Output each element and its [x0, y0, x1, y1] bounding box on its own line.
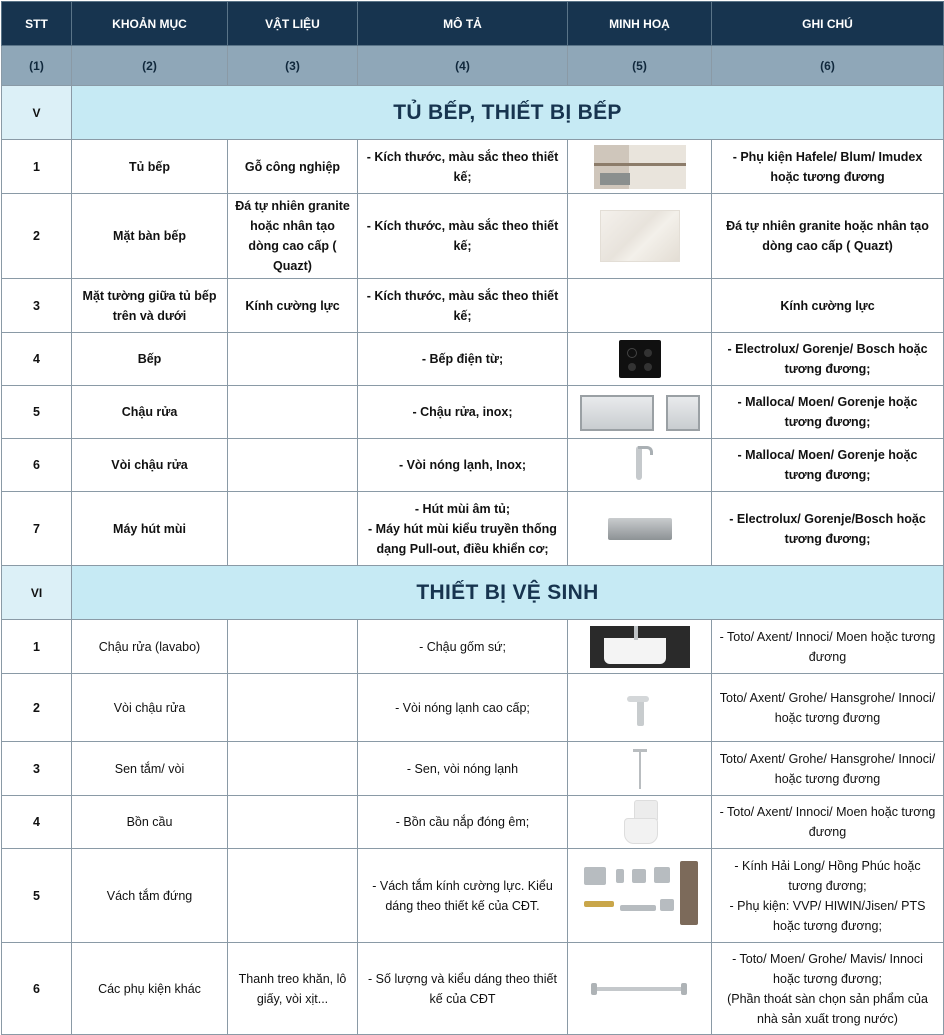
row-item-name: Sen tắm/ vòi	[72, 742, 228, 796]
shower-partition-parts-image	[580, 861, 700, 931]
row-stt: 3	[2, 279, 72, 333]
row-material	[228, 386, 358, 439]
section-v-row	[2, 86, 944, 140]
row-description: - Sen, vòi nóng lạnh	[358, 742, 568, 796]
row-material	[228, 849, 358, 943]
row-stt: 7	[2, 492, 72, 566]
row-description: - Vòi nóng lạnh, Inox;	[358, 439, 568, 492]
row-item-name: Tủ bếp	[72, 140, 228, 194]
steel-sink-image	[580, 395, 700, 429]
col-number-2: (2)	[72, 46, 228, 86]
row-image-cell	[568, 140, 712, 194]
table-row	[2, 194, 944, 279]
row-description: - Hút mùi âm tủ; - Máy hút mùi kiểu truyền thống dạng Pull-out, điều khiển cơ;	[358, 492, 568, 566]
header-ghi-chu: GHI CHÚ	[712, 2, 944, 46]
row-description: - Chậu rửa, inox;	[358, 386, 568, 439]
row-stt: 5	[2, 386, 72, 439]
table-row	[2, 943, 944, 1035]
row-stt: 2	[2, 674, 72, 742]
header-row	[2, 2, 944, 46]
section-vi-title: THIẾT BỊ VỆ SINH	[72, 566, 944, 620]
table-row	[2, 674, 944, 742]
row-image-cell	[568, 943, 712, 1035]
col-number-1: (1)	[2, 46, 72, 86]
row-stt: 4	[2, 333, 72, 386]
row-note: - Kính Hải Long/ Hồng Phúc hoặc tương đương; - Phụ kiện: VVP/ HIWIN/Jisen/ PTS hoặc tương đương;	[712, 849, 944, 943]
row-item-name: Các phụ kiện khác	[72, 943, 228, 1035]
section-vi-row	[2, 566, 944, 620]
table-row	[2, 279, 944, 333]
row-material	[228, 620, 358, 674]
basin-tap-image	[625, 688, 655, 728]
row-description: - Bếp điện từ;	[358, 333, 568, 386]
row-item-name: Vòi chậu rửa	[72, 674, 228, 742]
row-image-cell	[568, 386, 712, 439]
row-image-cell	[568, 796, 712, 849]
row-description: - Kích thước, màu sắc theo thiết kế;	[358, 279, 568, 333]
row-stt: 4	[2, 796, 72, 849]
row-note: - Electrolux/ Gorenje/Bosch hoặc tương đương;	[712, 492, 944, 566]
shower-image	[629, 747, 651, 791]
row-item-name: Bếp	[72, 333, 228, 386]
row-material: Kính cường lực	[228, 279, 358, 333]
row-item-name: Mặt bàn bếp	[72, 194, 228, 279]
row-stt: 6	[2, 439, 72, 492]
column-number-row	[2, 46, 944, 86]
range-hood-image	[608, 518, 672, 540]
row-note: - Electrolux/ Gorenje/ Bosch hoặc tương đương;	[712, 333, 944, 386]
row-image-cell	[568, 492, 712, 566]
row-description: - Kích thước, màu sắc theo thiết kế;	[358, 140, 568, 194]
table-row	[2, 439, 944, 492]
row-image-cell	[568, 674, 712, 742]
row-note: - Malloca/ Moen/ Gorenje hoặc tương đương;	[712, 386, 944, 439]
header-khoan-muc: KHOẢN MỤC	[72, 2, 228, 46]
kitchen-cabinet-image	[594, 145, 686, 189]
row-description: - Vách tắm kính cường lực. Kiểu dáng theo thiết kế của CĐT.	[358, 849, 568, 943]
table-row	[2, 333, 944, 386]
row-stt: 1	[2, 140, 72, 194]
row-image-cell	[568, 194, 712, 279]
row-note: - Toto/ Moen/ Grohe/ Mavis/ Innoci hoặc tương đương; (Phần thoát sàn chọn sản phẩm của nhà sản xuất trong nước)	[712, 943, 944, 1035]
row-item-name: Chậu rửa (lavabo)	[72, 620, 228, 674]
towel-bar-image	[591, 980, 689, 998]
row-stt: 5	[2, 849, 72, 943]
row-material	[228, 674, 358, 742]
table-row	[2, 492, 944, 566]
row-material	[228, 492, 358, 566]
row-item-name: Mặt tường giữa tủ bếp trên và dưới	[72, 279, 228, 333]
row-material	[228, 439, 358, 492]
spec-table	[1, 1, 944, 1035]
header-vat-lieu: VẬT LIỆU	[228, 2, 358, 46]
row-note: - Toto/ Axent/ Innoci/ Moen hoặc tương đương	[712, 796, 944, 849]
row-material	[228, 796, 358, 849]
row-material: Đá tự nhiên granite hoặc nhân tạo dòng cao cấp ( Quazt)	[228, 194, 358, 279]
row-item-name: Vòi chậu rửa	[72, 439, 228, 492]
row-note: Toto/ Axent/ Grohe/ Hansgrohe/ Innoci/ hoặc tương đương	[712, 742, 944, 796]
table-row	[2, 386, 944, 439]
header-mo-ta: MÔ TẢ	[358, 2, 568, 46]
row-note: Toto/ Axent/ Grohe/ Hansgrohe/ Innoci/ hoặc tương đương	[712, 674, 944, 742]
row-note: - Malloca/ Moen/ Gorenje hoặc tương đương;	[712, 439, 944, 492]
row-description: - Chậu gốm sứ;	[358, 620, 568, 674]
table-row	[2, 796, 944, 849]
header-minh-hoa: MINH HOẠ	[568, 2, 712, 46]
row-image-cell	[568, 620, 712, 674]
row-description: - Vòi nóng lạnh cao cấp;	[358, 674, 568, 742]
row-note: Đá tự nhiên granite hoặc nhân tạo dòng cao cấp ( Quazt)	[712, 194, 944, 279]
row-stt: 1	[2, 620, 72, 674]
lavabo-image	[590, 626, 690, 668]
countertop-stone-image	[600, 210, 680, 262]
row-image-cell	[568, 439, 712, 492]
row-note: - Phụ kiện Hafele/ Blum/ Imudex hoặc tương đương	[712, 140, 944, 194]
row-description: - Số lượng và kiểu dáng theo thiết kế của CĐT	[358, 943, 568, 1035]
row-image-cell	[568, 333, 712, 386]
col-number-6: (6)	[712, 46, 944, 86]
header-stt: STT	[2, 2, 72, 46]
row-note: Kính cường lực	[712, 279, 944, 333]
toilet-image	[620, 800, 660, 844]
row-description: - Kích thước, màu sắc theo thiết kế;	[358, 194, 568, 279]
row-material	[228, 742, 358, 796]
row-item-name: Bồn cầu	[72, 796, 228, 849]
row-item-name: Vách tắm đứng	[72, 849, 228, 943]
row-item-name: Chậu rửa	[72, 386, 228, 439]
row-material: Gỗ công nghiệp	[228, 140, 358, 194]
row-image-cell	[568, 742, 712, 796]
col-number-4: (4)	[358, 46, 568, 86]
row-description: - Bồn cầu nắp đóng êm;	[358, 796, 568, 849]
induction-hob-image	[619, 340, 661, 378]
row-image-cell	[568, 849, 712, 943]
table-row	[2, 742, 944, 796]
col-number-3: (3)	[228, 46, 358, 86]
row-item-name: Máy hút mùi	[72, 492, 228, 566]
section-v-roman: V	[2, 86, 72, 140]
col-number-5: (5)	[568, 46, 712, 86]
kitchen-faucet-image	[627, 444, 653, 486]
table-row	[2, 140, 944, 194]
section-v-title: TỦ BẾP, THIẾT BỊ BẾP	[72, 86, 944, 140]
section-vi-roman: VI	[2, 566, 72, 620]
table-row	[2, 849, 944, 943]
row-material: Thanh treo khăn, lô giấy, vòi xịt...	[228, 943, 358, 1035]
row-image-cell	[568, 279, 712, 333]
row-note: - Toto/ Axent/ Innoci/ Moen hoặc tương đương	[712, 620, 944, 674]
row-material	[228, 333, 358, 386]
row-stt: 6	[2, 943, 72, 1035]
row-stt: 2	[2, 194, 72, 279]
row-stt: 3	[2, 742, 72, 796]
table-row	[2, 620, 944, 674]
